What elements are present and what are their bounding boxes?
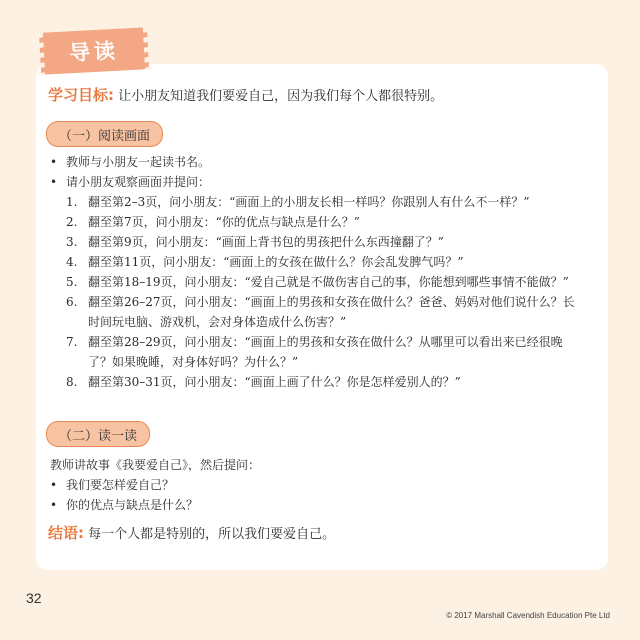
step-item	[66, 272, 586, 292]
learning-goal	[48, 84, 443, 105]
step-item	[66, 232, 586, 252]
step-item	[66, 332, 586, 372]
list-item: • 你的优点与缺点是什么？	[50, 495, 260, 515]
step-text: 翻至第9页，问小朋友：“画面上背书包的男孩把什么东西撞翻了？”	[88, 235, 444, 249]
step-item	[66, 252, 586, 272]
title-tag	[39, 27, 149, 75]
page-title: 导读	[68, 38, 120, 66]
step-item	[66, 212, 586, 232]
step-text: 翻至第28–29页，问小朋友：“画面上的男孩和女孩在做什么？从哪里可以看出来已经很晚了？如果晚睡，对身体好吗？为什么？”	[88, 335, 563, 369]
question-steps	[66, 192, 586, 392]
list-item	[50, 172, 586, 392]
step-number: 5.	[66, 275, 78, 289]
goal-text: 让小朋友知道我们要爱自己，因为我们每个人都很特别。	[118, 89, 444, 104]
list-item: • 我们要怎样爱自己？	[50, 475, 260, 495]
section1-heading: （一）阅读画面	[46, 121, 163, 147]
page-number: 32	[26, 590, 42, 606]
step-text: 翻至第2–3页，问小朋友：“画面上的小朋友长相一样吗？你跟别人有什么不一样？”	[88, 195, 530, 209]
step-number: 8.	[66, 375, 78, 389]
step-number: 7.	[66, 335, 78, 349]
section2-list	[50, 475, 260, 515]
step-item	[66, 372, 586, 392]
conclusion	[48, 522, 335, 543]
step-number: 4.	[66, 255, 78, 269]
copyright-notice: © 2017 Marshall Cavendish Education Pte Ltd	[446, 611, 610, 620]
step-text: 翻至第7页，问小朋友：“你的优点与缺点是什么？”	[88, 215, 360, 229]
goal-label: 学习目标:	[48, 86, 114, 104]
step-text: 翻至第11页，问小朋友：“画面上的女孩在做什么？你会乱发脾气吗？”	[88, 255, 464, 269]
step-number: 6.	[66, 295, 78, 309]
list-item: • 教师与小朋友一起读书名。	[50, 152, 586, 172]
section2-body	[50, 455, 260, 515]
step-number: 3.	[66, 235, 78, 249]
step-item	[66, 192, 586, 212]
step-text: 翻至第18–19页，问小朋友：“爱自己就是不做伤害自己的事，你能想到哪些事情不能做？”	[88, 275, 569, 289]
step-item	[66, 292, 586, 332]
list-item-text: 请小朋友观察画面并提问：	[66, 175, 211, 189]
step-number: 2.	[66, 215, 78, 229]
section2-heading: （二）读一读	[46, 421, 150, 447]
conclusion-text: 每一个人都是特别的，所以我们要爱自己。	[88, 527, 336, 542]
step-text: 翻至第26–27页，问小朋友：“画面上的男孩和女孩在做什么？爸爸、妈妈对他们说什么？长时间玩电脑、游戏机，会对身体造成什么伤害？”	[88, 295, 575, 329]
story-intro: 教师讲故事《我要爱自己》，然后提问：	[50, 458, 261, 472]
conclusion-label: 结语:	[48, 524, 84, 542]
section1-list	[50, 152, 586, 392]
step-number: 1.	[66, 195, 78, 209]
step-text: 翻至第30–31页，问小朋友：“画面上画了什么？你是怎样爱别人的？”	[88, 375, 461, 389]
